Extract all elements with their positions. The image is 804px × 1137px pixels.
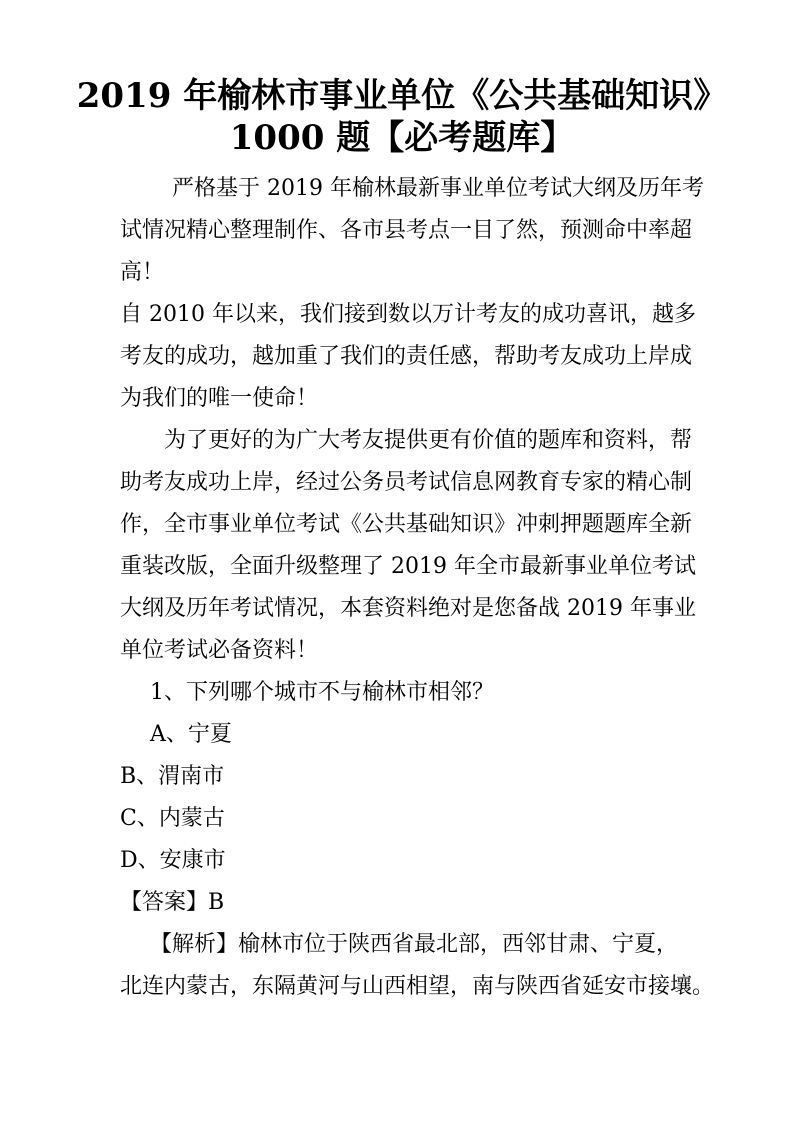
document-title-line-1: 2019 年榆林市事业单位《公共基础知识》 <box>76 76 728 116</box>
intro-line: 为了更好的为广大考友提供更有价值的题库和资料，帮 <box>164 428 693 453</box>
answer-line: 【答案】B <box>120 890 225 915</box>
intro-line: 严格基于 2019 年榆林最新事业单位考试大纲及历年考 <box>172 176 704 201</box>
intro-line: 作，全市事业单位考试《公共基础知识》冲刺押题题库全新 <box>120 512 693 537</box>
option-a: A、宁夏 <box>150 722 232 747</box>
intro-line: 助考友成功上岸，经过公务员考试信息网教育专家的精心制 <box>120 470 693 495</box>
intro-line: 自 2010 年以来，我们接到数以万计考友的成功喜讯，越多 <box>120 302 696 327</box>
intro-line: 试情况精心整理制作、各市县考点一目了然，预测命中率超 <box>120 218 693 243</box>
document-title-line-2: 1000 题【必考题库】 <box>229 118 575 158</box>
option-c: C、内蒙古 <box>120 806 225 831</box>
intro-line: 高！ <box>120 260 165 285</box>
intro-line: 重装改版，全面升级整理了 2019 年全市最新事业单位考试 <box>120 554 696 579</box>
intro-line: 为我们的唯一使命！ <box>120 386 319 411</box>
question-stem: 1、下列哪个城市不与榆林市相邻？ <box>150 680 494 705</box>
intro-line: 单位考试必备资料！ <box>120 638 319 663</box>
option-d: D、安康市 <box>120 848 226 873</box>
analysis-line: 北连内蒙古，东隔黄河与山西相望，南与陕西省延安市接壤。 <box>120 974 715 999</box>
intro-line: 大纲及历年考试情况，本套资料绝对是您备战 2019 年事业 <box>120 596 696 621</box>
option-b: B、渭南市 <box>120 764 225 789</box>
intro-line: 考友的成功，越加重了我们的责任感，帮助考友成功上岸成 <box>120 344 693 369</box>
analysis-line: 【解析】榆林市位于陕西省最北部，西邻甘肃、宁夏， <box>150 932 679 957</box>
